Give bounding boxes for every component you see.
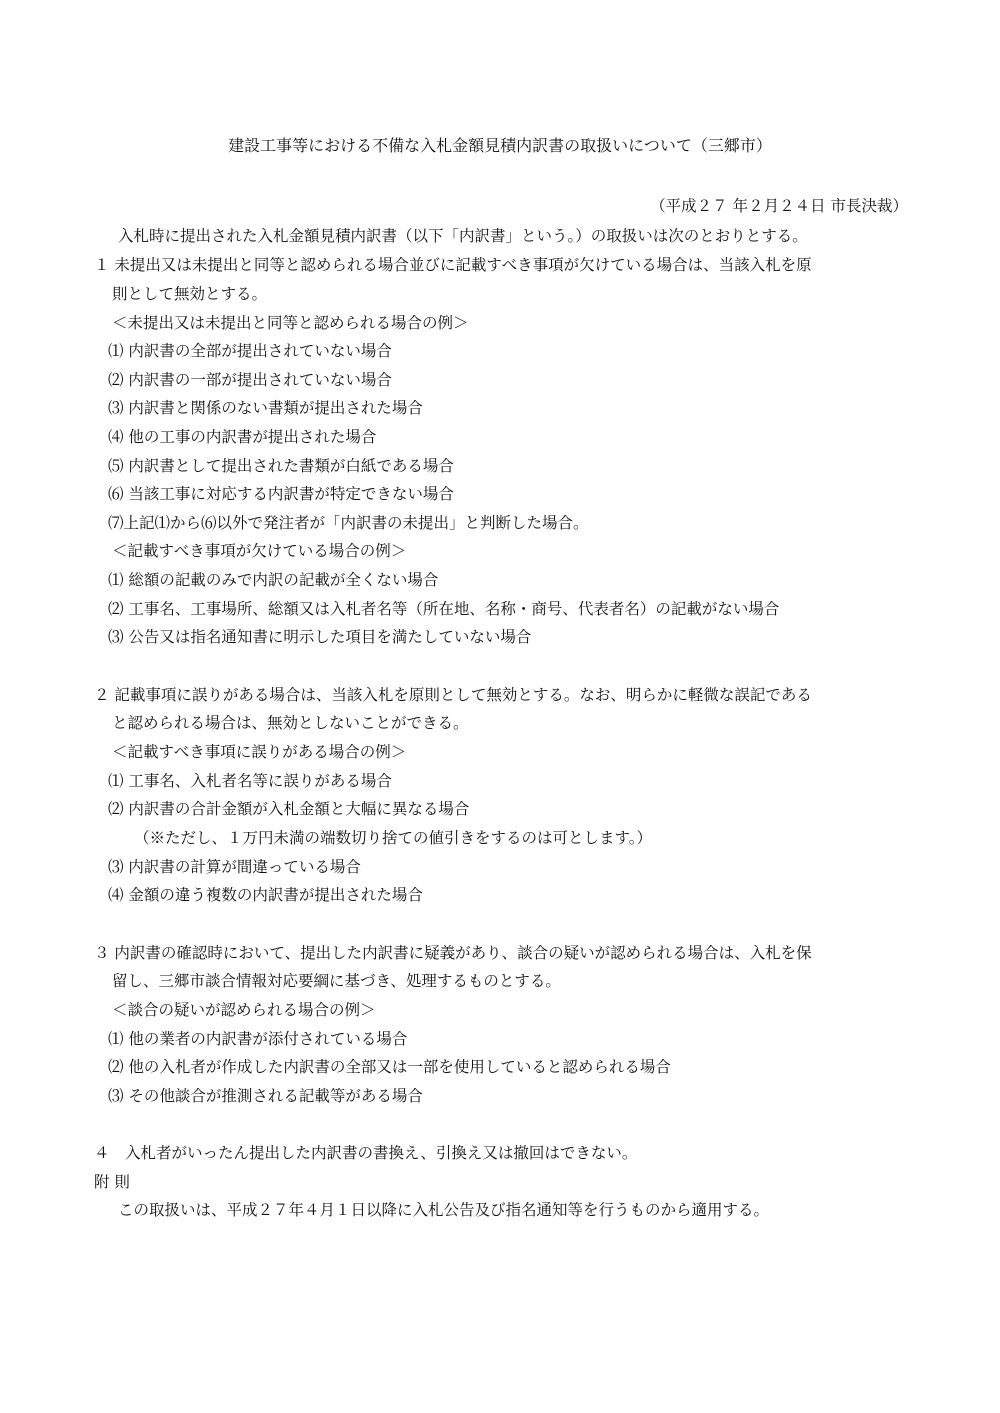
- section-4-paragraph: ４ 入札者がいったん提出した内訳書の書換え、引換え又は撤回はできない。: [94, 1144, 638, 1162]
- list-item: ⑴ 総額の記載のみで内訳の記載が全くない場合: [108, 571, 439, 589]
- section-1-heading: １ 未提出又は未提出と同等と認められる場合並びに記載すべき事項が欠けている場合は、当該入札を原: [94, 256, 812, 274]
- decision-date: （平成２７ 年２月２４日 市長決裁）: [650, 197, 908, 215]
- list-item: ⑴ 内訳書の全部が提出されていない場合: [108, 342, 392, 360]
- section-3-heading-cont: 留し、三郷市談合情報対応要綱に基づき、処理するものとする。: [112, 972, 561, 990]
- section-1-subhead-a: ＜未提出又は未提出と同等と認められる場合の例＞: [112, 314, 469, 332]
- list-item: ⑷ 金額の違う複数の内訳書が提出された場合: [108, 886, 423, 904]
- list-item: ⑵ 工事名、工事場所、総額又は入札者名等（所在地、名称・商号、代表者名）の記載がない場合: [108, 600, 780, 618]
- list-item: ⑵ 内訳書の合計金額が入札金額と大幅に異なる場合: [108, 800, 470, 818]
- list-item: ⑴ 工事名、入札者名等に誤りがある場合: [108, 772, 392, 790]
- list-item: ⑶ 内訳書と関係のない書類が提出された場合: [108, 399, 423, 417]
- list-item: ⑷ 他の工事の内訳書が提出された場合: [108, 428, 377, 446]
- section-1-heading-cont: 則として無効とする。: [112, 285, 268, 303]
- list-item: ⑶ 公告又は指名通知書に明示した項目を満たしていない場合: [108, 628, 532, 646]
- section-1-subhead-b: ＜記載すべき事項が欠けている場合の例＞: [112, 542, 407, 560]
- list-item: ⑺上記⑴から⑹以外で発注者が「内訳書の未提出」と判断した場合。: [108, 514, 589, 532]
- section-2-heading: ２ 記載事項に誤りがある場合は、当該入札を原則として無効とする。なお、明らかに軽微な誤記である: [94, 686, 812, 704]
- list-item: ⑵ 内訳書の一部が提出されていない場合: [108, 371, 392, 389]
- list-item: ⑵ 他の入札者が作成した内訳書の全部又は一部を使用していると認められる場合: [108, 1058, 671, 1076]
- list-note: （※ただし、１万円未満の端数切り捨ての値引きをするのは可とします。）: [134, 829, 653, 847]
- list-item: ⑶ 内訳書の計算が間違っている場合: [108, 858, 361, 876]
- section-3-heading: ３ 内訳書の確認時において、提出した内訳書に疑義があり、談合の疑いが認められる場合は、入札を保: [94, 944, 812, 962]
- list-item: ⑴ 他の業者の内訳書が添付されている場合: [108, 1030, 408, 1048]
- list-item: ⑸ 内訳書として提出された書類が白紙である場合: [108, 457, 454, 475]
- section-3-subhead: ＜談合の疑いが認められる場合の例＞: [112, 1001, 376, 1019]
- list-item: ⑹ 当該工事に対応する内訳書が特定できない場合: [108, 485, 454, 503]
- supplementary-body: この取扱いは、平成２７年４月１日以降に入札公告及び指名通知等を行うものから適用する。: [118, 1201, 770, 1219]
- section-2-heading-cont: と認められる場合は、無効としないことができる。: [112, 714, 469, 732]
- section-2-subhead: ＜記載すべき事項に誤りがある場合の例＞: [112, 743, 407, 761]
- document-title: 建設工事等における不備な入札金額見積内訳書の取扱いについて（三郷市）: [228, 136, 772, 155]
- supplementary-heading: 附 則: [94, 1173, 130, 1191]
- intro-paragraph: 入札時に提出された入札金額見積内訳書（以下「内訳書」という。）の取扱いは次のとおりとする。: [118, 227, 808, 245]
- list-item: ⑶ その他談合が推測される記載等がある場合: [108, 1087, 423, 1105]
